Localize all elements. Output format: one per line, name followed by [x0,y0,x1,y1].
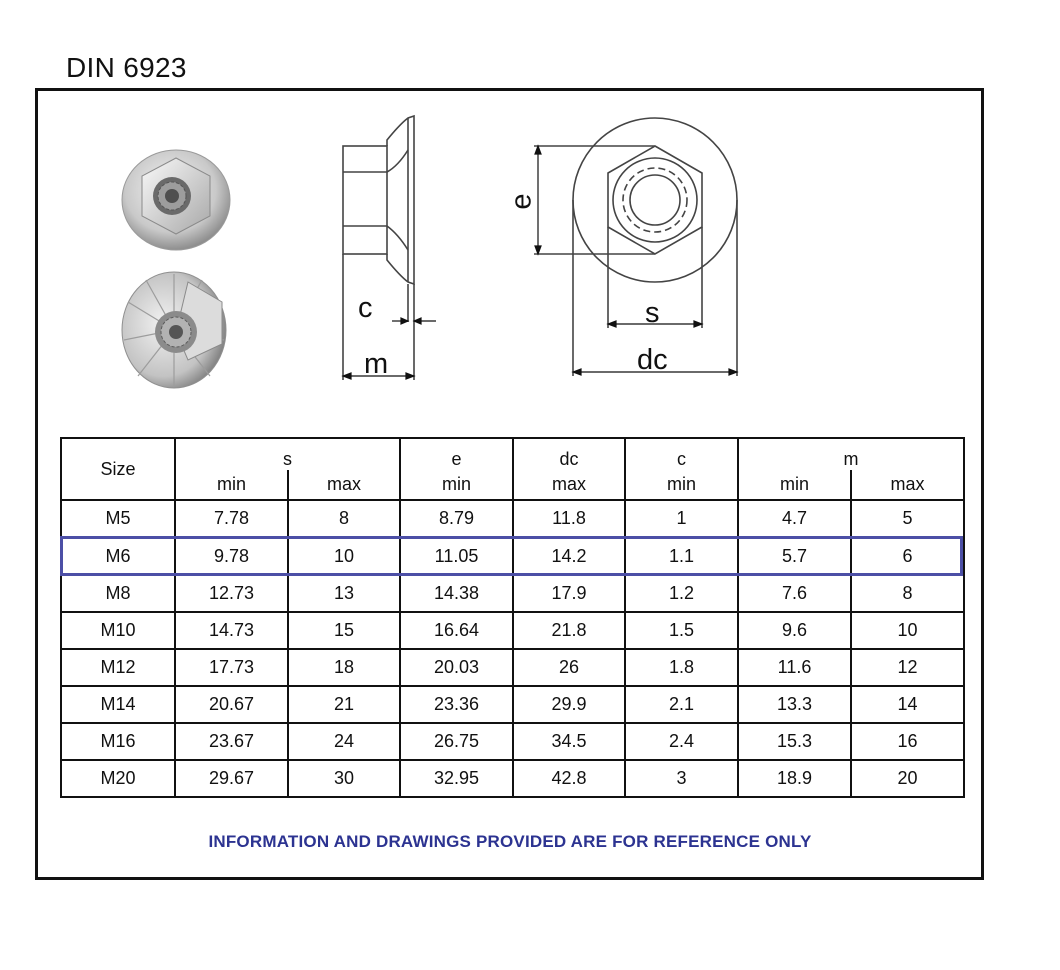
table-cell: 32.95 [400,760,513,797]
table-cell: 42.8 [513,760,625,797]
table-cell: 8.79 [400,500,513,537]
page-title: DIN 6923 [66,52,187,83]
subheader-m-min: min [738,470,851,500]
table-cell: 21 [288,686,400,723]
table-cell: 20.67 [175,686,288,723]
table-cell: 8 [288,500,400,537]
group-header-m: m [738,438,964,470]
table-cell: 2.1 [625,686,738,723]
dimension-label-e: e [505,193,538,210]
size-cell: M6 [61,537,175,575]
table-cell: 21.8 [513,612,625,649]
table-cell: 15.3 [738,723,851,760]
table-cell: 30 [288,760,400,797]
top-view-drawing [505,110,758,390]
size-cell: M8 [61,575,175,612]
table-cell: 26 [513,649,625,686]
table-cell: 1 [625,500,738,537]
table-cell: 20.03 [400,649,513,686]
table-cell: 7.78 [175,500,288,537]
dimension-table [60,437,965,798]
table-cell: 1.2 [625,575,738,612]
size-cell: M20 [61,760,175,797]
subheader-s-max: max [288,470,400,500]
table-cell: 17.73 [175,649,288,686]
size-cell: M5 [61,500,175,537]
table-cell: 18 [288,649,400,686]
size-cell: M12 [61,649,175,686]
table-cell: 11.05 [400,537,513,575]
size-column-header: Size [61,438,175,500]
subheader-e-min: min [400,470,513,500]
subheader-dc-max: max [513,470,625,500]
table-cell: 1.1 [625,537,738,575]
group-header-e: e [400,438,513,470]
dimension-label-s: s [645,297,660,329]
table-row [61,612,964,649]
table-cell: 12 [851,649,964,686]
reference-disclaimer: INFORMATION AND DRAWINGS PROVIDED ARE FOR REFERENCE ONLY [208,832,812,851]
side-view-drawing [330,110,450,390]
table-cell: 26.75 [400,723,513,760]
table-cell: 23.36 [400,686,513,723]
table-cell: 5.7 [738,537,851,575]
table-row [61,575,964,612]
subheader-c-min: min [625,470,738,500]
table-row [61,500,964,537]
table-cell: 13.3 [738,686,851,723]
table-cell: 8 [851,575,964,612]
table-row-highlighted [61,537,964,575]
table-cell: 15 [288,612,400,649]
serrated-flange-nut-photo [118,262,234,392]
table-cell: 10 [288,537,400,575]
dimension-label-dc: dc [637,344,668,376]
table-cell: 34.5 [513,723,625,760]
table-cell: 1.8 [625,649,738,686]
dimension-label-m: m [364,348,389,380]
table-cell: 1.5 [625,612,738,649]
table-cell: 16.64 [400,612,513,649]
table-cell: 14.38 [400,575,513,612]
table-cell: 29.67 [175,760,288,797]
table-cell: 18.9 [738,760,851,797]
table-row [61,649,964,686]
table-row [61,760,964,797]
table-cell: 23.67 [175,723,288,760]
table-cell: 20 [851,760,964,797]
table-cell: 14.73 [175,612,288,649]
table-cell: 12.73 [175,575,288,612]
size-cell: M16 [61,723,175,760]
table-cell: 14 [851,686,964,723]
subheader-s-min: min [175,470,288,500]
table-cell: 2.4 [625,723,738,760]
table-cell: 24 [288,723,400,760]
table-cell: 10 [851,612,964,649]
table-cell: 6 [851,537,964,575]
table-cell: 7.6 [738,575,851,612]
table-cell: 5 [851,500,964,537]
table-cell: 3 [625,760,738,797]
table-cell: 14.2 [513,537,625,575]
subheader-m-max: max [851,470,964,500]
dimension-label-c: c [358,292,373,324]
table-row [61,723,964,760]
table-cell: 29.9 [513,686,625,723]
table-cell: 9.6 [738,612,851,649]
table-cell: 9.78 [175,537,288,575]
table-row [61,686,964,723]
group-header-s: s [175,438,400,470]
table-cell: 4.7 [738,500,851,537]
group-header-dc: dc [513,438,625,470]
size-cell: M14 [61,686,175,723]
table-cell: 16 [851,723,964,760]
size-cell: M10 [61,612,175,649]
table-cell: 11.8 [513,500,625,537]
flange-nut-photo-top [118,138,234,258]
table-cell: 17.9 [513,575,625,612]
table-cell: 13 [288,575,400,612]
table-cell: 11.6 [738,649,851,686]
group-header-c: c [625,438,738,470]
